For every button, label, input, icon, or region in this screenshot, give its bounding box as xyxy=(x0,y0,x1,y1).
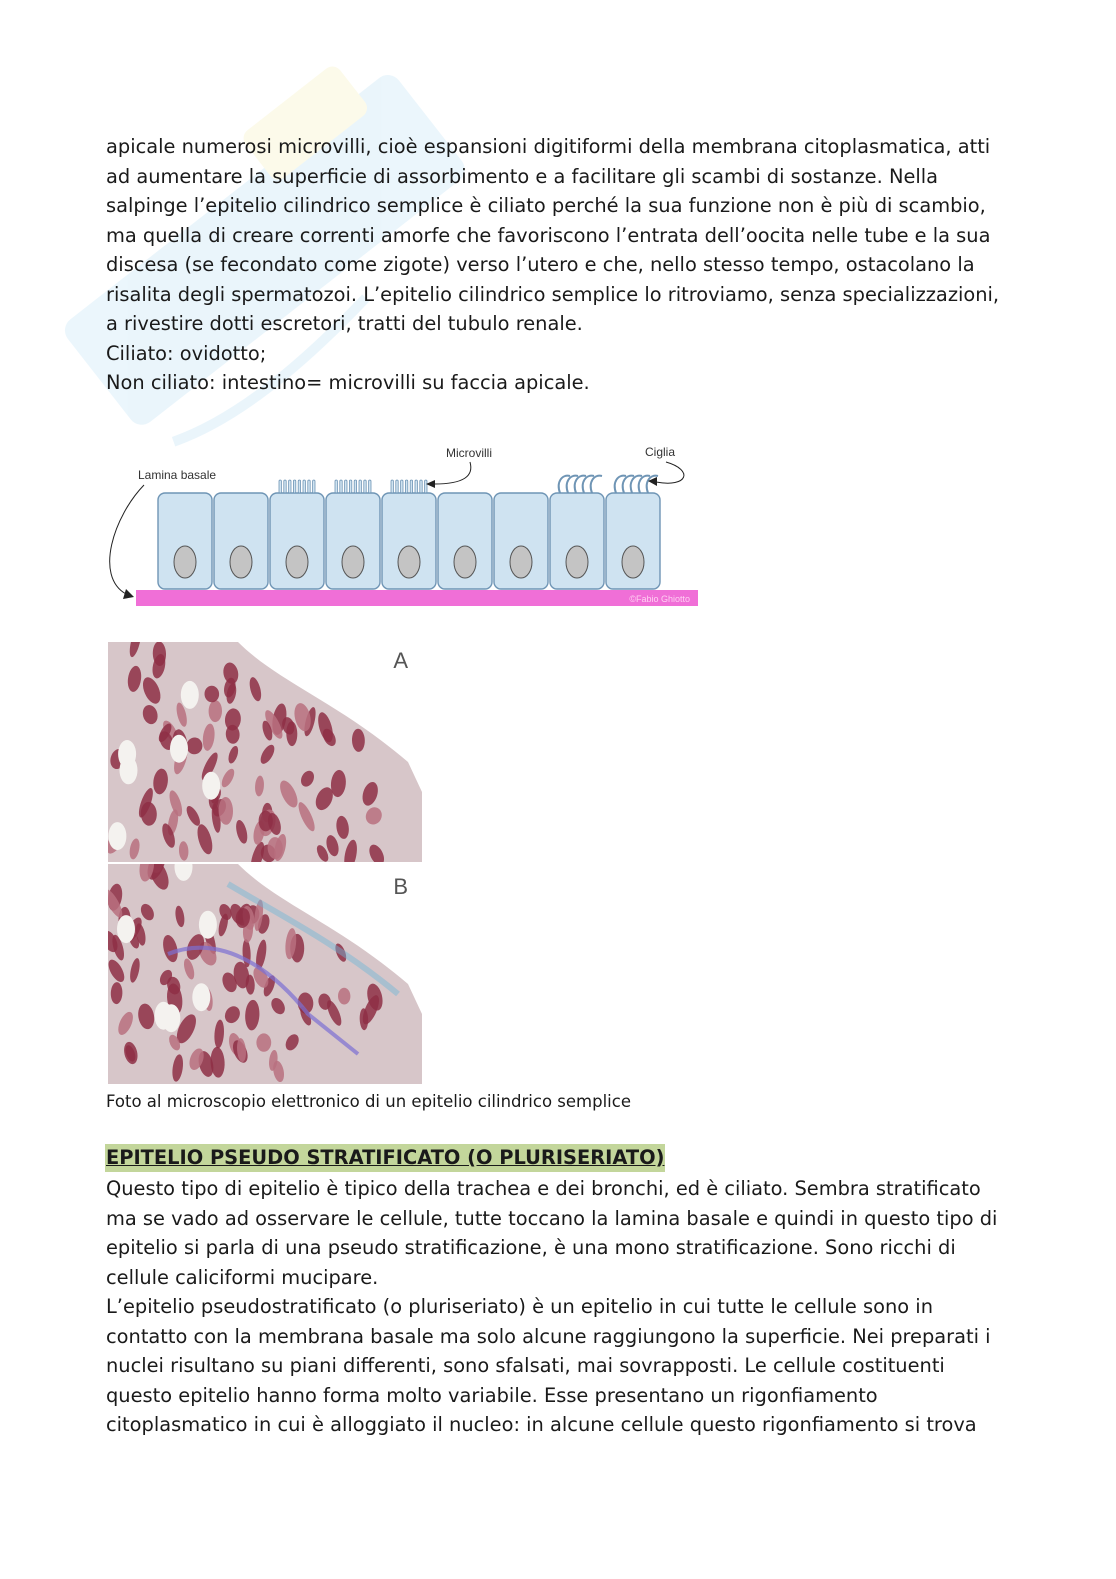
goblet-cell xyxy=(162,1004,180,1032)
micrograph-panel-a xyxy=(108,642,422,862)
microvillus xyxy=(415,480,417,493)
microvillus xyxy=(410,480,412,493)
microvillus xyxy=(420,480,422,493)
panel-b-label: B xyxy=(393,874,408,899)
text-line: epitelio si parla di una pseudo stratificazione, è una mono stratificazione. Sono ricchi di xyxy=(106,1236,956,1259)
microvillus xyxy=(349,480,351,493)
label-microvilli: Microvilli xyxy=(446,446,492,460)
epithelium-diagram xyxy=(104,436,704,608)
lamina-pointer-head xyxy=(123,589,134,599)
ciglia-pointer-arrow xyxy=(656,462,684,483)
panel-a-label: A xyxy=(393,648,408,673)
microvillus xyxy=(308,480,310,493)
cell-nucleus xyxy=(622,546,644,578)
text-line: ma quella di creare correnti amorfe che favoriscono l’entrata dell’oocita nelle tube e la sua xyxy=(106,223,991,247)
microvillus xyxy=(369,480,371,493)
cell-nucleus xyxy=(398,546,420,578)
goblet-cell xyxy=(192,983,210,1011)
microvillus xyxy=(279,480,281,493)
microvillus xyxy=(405,480,407,493)
microvilli-pointer-arrow xyxy=(434,462,471,484)
microvillus xyxy=(425,480,427,493)
goblet-cell xyxy=(202,772,220,800)
text-line: nuclei risultano su piani differenti, sono sfalsati, mai sovrapposti. Le cellule costituenti xyxy=(106,1354,945,1377)
cell-nucleus xyxy=(566,546,588,578)
microvillus xyxy=(298,480,300,493)
goblet-cell xyxy=(181,681,199,709)
label-ciglia: Ciglia xyxy=(645,445,676,459)
cilium xyxy=(591,476,602,493)
text-line: citoplasmatico in cui è alloggiato il nucleo: in alcune cellule questo rigonfiamento si trova xyxy=(106,1413,977,1436)
cell-row xyxy=(158,476,660,589)
label-lamina-basale: Lamina basale xyxy=(138,468,217,482)
text-line: salpinge l’epitelio cilindrico semplice è ciliato perché la sua funzione non è più di scambio, xyxy=(106,194,986,217)
text-line: cellule caliciformi mucipare. xyxy=(106,1265,379,1289)
microvillus xyxy=(335,480,337,493)
text-line: apicale numerosi microvilli, cioè espansioni digitiformi della membrana citoplasmatica, atti xyxy=(106,135,991,158)
microvillus xyxy=(354,480,356,493)
goblet-cell xyxy=(199,911,217,939)
goblet-cell xyxy=(108,822,126,850)
text-line: ad aumentare la superficie di assorbimento e a facilitare gli scambi di sostanze. Nella xyxy=(106,164,939,188)
goblet-cell xyxy=(170,735,188,763)
cell-nucleus xyxy=(342,546,364,578)
figure-caption: Foto al microscopio elettronico di un epitelio cilindrico semplice xyxy=(106,1092,631,1111)
cell-nucleus xyxy=(174,546,196,578)
section-heading: EPITELIO PSEUDO STRATIFICATO (O PLURISERIATO) xyxy=(105,1144,665,1172)
text-line: L’epitelio pseudostratificato (o pluriseriato) è un epitelio in cui tutte le cellule sono in xyxy=(106,1295,933,1318)
lamina-basale-bar xyxy=(136,590,698,606)
text-line: a rivestire dotti escretori, tratti del tubulo renale. xyxy=(106,312,583,335)
lamina-pointer-arrow xyxy=(110,485,144,594)
text-line: questo epitelio hanno forma molto variabile. Esse presentano un rigonfiamento xyxy=(106,1383,878,1407)
text-line: Ciliato: ovidotto; xyxy=(106,341,267,365)
microvillus xyxy=(293,480,295,493)
cell-nucleus xyxy=(510,546,532,578)
cell-nucleus xyxy=(230,546,252,578)
stained-nucleus xyxy=(256,1033,271,1051)
microvillus xyxy=(313,480,315,493)
text-line: Questo tipo di epitelio è tipico della trachea e dei bronchi, ed è ciliato. Sembra stratificato xyxy=(106,1177,981,1200)
microvillus xyxy=(401,480,403,493)
text-line: ma se vado ad osservare le cellule, tutte toccano la lamina basale e quindi in questo tipo di xyxy=(106,1206,998,1230)
goblet-cell xyxy=(117,915,135,943)
paragraph-2 xyxy=(106,1174,1006,1440)
cell-nucleus xyxy=(286,546,308,578)
microvillus xyxy=(396,480,398,493)
text-line: risalita degli spermatozoi. L’epitelio cilindrico semplice lo ritroviamo, senza specializzazioni, xyxy=(106,282,1000,306)
microvillus xyxy=(289,480,291,493)
cell-nucleus xyxy=(454,546,476,578)
microvillus xyxy=(284,480,286,493)
text-line: Non ciliato: intestino= microvilli su faccia apicale. xyxy=(106,371,590,394)
text-line: discesa (se fecondato come zigote) verso l’utero e che, nello stesso tempo, ostacolano la xyxy=(106,253,975,276)
microvillus xyxy=(364,480,366,493)
microvillus xyxy=(303,480,305,493)
goblet-cell xyxy=(120,756,138,784)
diagram-credit: ©Fabio Ghiotto xyxy=(629,594,690,604)
micrograph-panel-b xyxy=(108,864,422,1084)
microvillus xyxy=(345,480,347,493)
text-line: contatto con la membrana basale ma solo alcune raggiungono la superficie. Nei preparati i xyxy=(106,1324,991,1348)
microvillus xyxy=(359,480,361,493)
paragraph-1 xyxy=(106,132,1006,398)
microvillus xyxy=(340,480,342,493)
microvillus xyxy=(391,480,393,493)
